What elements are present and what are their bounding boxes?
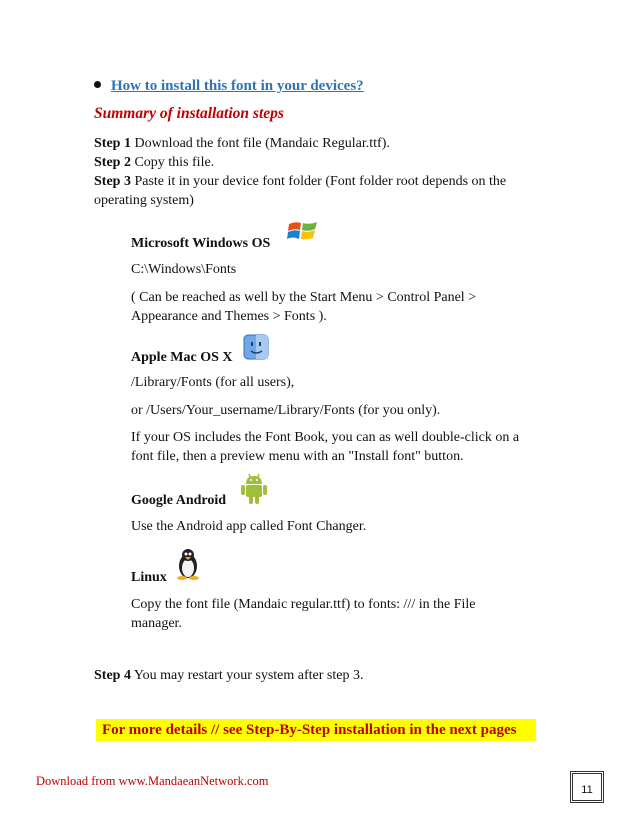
linux-penguin-icon <box>175 548 201 580</box>
page-number: 11 <box>570 771 604 803</box>
linux-title: Linux <box>131 570 167 585</box>
summary-title: Summary of installation steps <box>94 105 284 122</box>
step-3-continued: operating system) <box>94 193 194 208</box>
android-note: Use the Android app called Font Changer. <box>131 519 367 534</box>
mac-note-line-2: font file, then a preview menu with an "Install font" button. <box>131 449 464 464</box>
windows-logo-icon <box>287 219 319 243</box>
bullet-icon <box>94 81 101 88</box>
install-heading-link[interactable]: How to install this font in your devices? <box>111 78 364 94</box>
mac-note-line-1: If your OS includes the Font Book, you can as well double-click on a <box>131 430 520 445</box>
linux-note-line-2: manager. <box>131 616 182 631</box>
windows-note-line-2: Appearance and Themes > Fonts ). <box>131 309 327 324</box>
install-heading <box>94 78 364 95</box>
mac-title: Apple Mac OS X <box>131 350 233 365</box>
android-title: Google Android <box>131 493 227 508</box>
android-robot-icon <box>240 473 268 505</box>
windows-path: C:\Windows\Fonts <box>131 262 237 277</box>
step-4: Step 4 You may restart your system after step 3. <box>94 668 364 683</box>
windows-title: Microsoft Windows OS <box>131 236 271 251</box>
mac-path-all-users: /Library/Fonts (for all users), <box>131 375 295 390</box>
windows-note-line-1: ( Can be reached as well by the Start Menu > Control Panel > <box>131 290 477 305</box>
more-details-banner: For more details // see Step-By-Step installation in the next pages <box>96 719 536 741</box>
step-3: Step 3 Paste it in your device font folder (Font folder root depends on the <box>94 174 507 189</box>
footer-source-link[interactable]: Download from www.MandaeanNetwork.com <box>36 774 269 788</box>
linux-note-line-1: Copy the font file (Mandaic regular.ttf) to fonts: /// in the File <box>131 597 476 612</box>
mac-path-user: or /Users/Your_username/Library/Fonts (for you only). <box>131 403 441 418</box>
step-1: Step 1 Download the font file (Mandaic Regular.ttf). <box>94 136 390 151</box>
step-2: Step 2 Copy this file. <box>94 155 215 170</box>
mac-finder-icon <box>243 334 269 360</box>
